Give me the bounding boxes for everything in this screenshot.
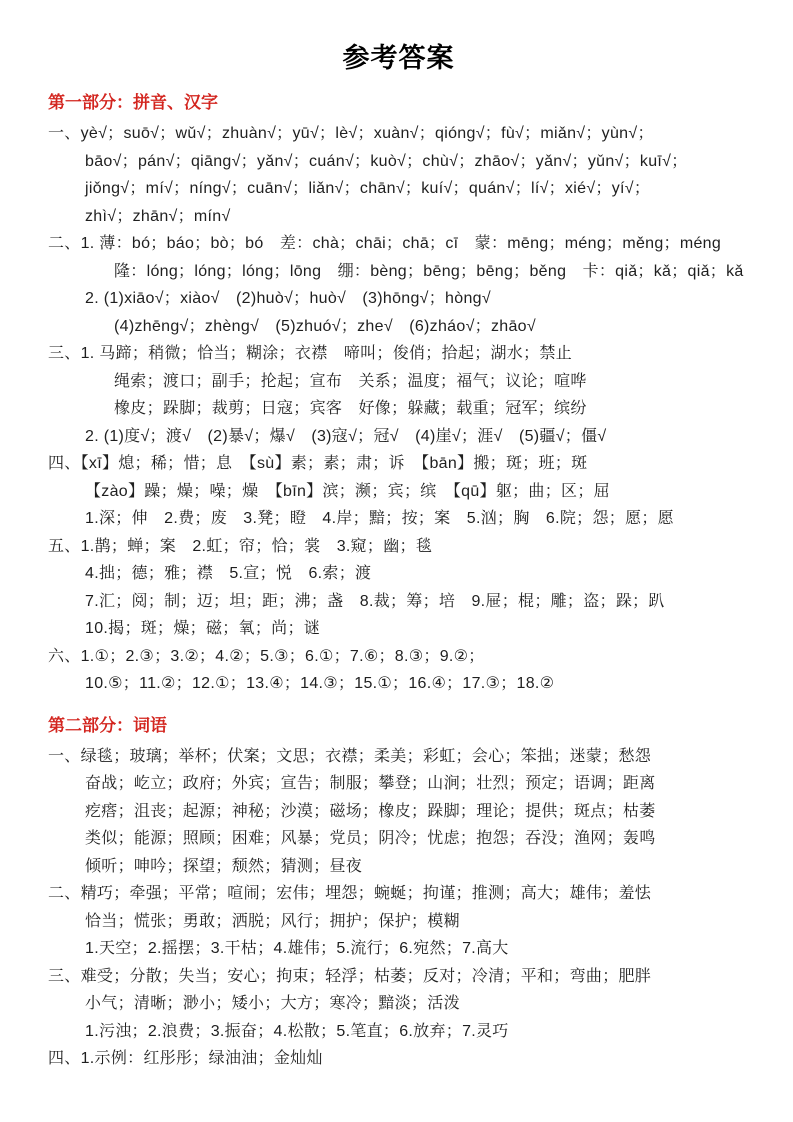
answer-line: 1.污浊；2.浪费；3.振奋；4.松散；5.笔直；6.放弃；7.灵巧 (85, 1022, 509, 1040)
answer-line: 二、1. 薄：bó；báo；bò；bó 差：chà；chāi；chā；cī 蒙：mēng；méng；měng；méng (48, 235, 722, 252)
answer-line: 小气；清晰；渺小；矮小；大方；寒冷；黯淡；活泼 (85, 995, 460, 1012)
answer-line: 一、绿毯；玻璃；举杯；伏案；文思；衣襟；柔美；彩虹；会心；笨拙；迷蒙；愁怨 (48, 747, 652, 765)
answer-line: 四、【xī】熄；稀；惜；息 【sù】素；素；肃；诉 【bān】搬；斑；班；斑 (48, 455, 588, 472)
section-heading: 第二部分：词语 (48, 715, 167, 735)
answer-line: (4)zhēng√；zhèng√ (5)zhuó√；zhe√ (6)zháo√；zhāo√ (114, 317, 536, 335)
answer-line: 4.拙；德；雅；襟 5.宣；悦 6.索；渡 (85, 565, 372, 582)
answer-line: 疙瘩；沮丧；起源；神秘；沙漠；磁场；橡皮；跺脚；理论；提供；斑点；枯萎 (85, 802, 656, 820)
answer-line: 2. (1)度√；渡√ (2)暴√；爆√ (3)寇√；冠√ (4)崖√；涯√ (5)疆√；僵√ (85, 427, 607, 445)
answer-line: 2. (1)xiāo√；xiào√ (2)huò√；huò√ (3)hōng√；hòng√ (85, 290, 491, 307)
answer-section (48, 88, 749, 698)
answer-line: 一、yè√；suō√；wǔ√；zhuàn√；yū√；lè√；xuàn√；qióng√；fù√；miǎn√；yùn√； (48, 125, 654, 142)
answer-line: 【zào】躁；燥；噪；燥 【bīn】滨；濒；宾；缤 【qū】躯；曲；区；屈 (85, 482, 610, 500)
answer-line: jiǒng√；mí√；níng√；cuān√；liǎn√；chān√；kuí√；quán√；lí√；xié√；yí√； (85, 180, 651, 197)
section-lines (48, 120, 749, 698)
answer-line: 恰当；慌张；勇敢；洒脱；风行；拥护；保护；模糊 (85, 912, 460, 930)
answer-line: 类似；能源；照顾；困难；风暴；党员；阴冷；忧虑；抱怨；吞没；渔网；轰鸣 (85, 830, 656, 847)
answer-line: bāo√；pán√；qiāng√；yǎn√；cuán√；kuò√；chù√；zhāo√；yǎn√；yǔn√；kuī√； (85, 152, 688, 170)
answer-line: 10.⑤；11.②；12.①；13.④；14.③；15.①；16.④；17.③；18.② (85, 675, 555, 692)
answer-line: 1.深；伸 2.费；废 3.凳；瞪 4.岸；黯；按；案 5.汹；胸 6.院；怨；愿；愿 (85, 510, 674, 527)
answer-section (48, 711, 749, 1073)
answer-line: 7.汇；阅；制；迈；坦；距；沸；盏 8.裁；筹；培 9.屉；棍；雕；盗；跺；趴 (85, 592, 665, 610)
answer-sections (48, 88, 749, 1073)
page-title: 参考答案 (342, 43, 455, 73)
answer-line: 三、难受；分散；失当；安心；拘束；轻浮；枯萎；反对；冷清；平和；弯曲；肥胖 (48, 967, 652, 985)
answer-line: zhì√；zhān√；mín√ (85, 207, 231, 225)
section-heading: 第一部分：拼音、汉字 (48, 93, 218, 112)
answer-line: 橡皮；跺脚；裁剪；日寇；宾客 好像；躲藏；载重；冠军；缤纷 (114, 400, 587, 417)
answer-line: 四、1.示例：红彤彤；绿油油；金灿灿 (48, 1050, 323, 1067)
answer-line: 倾听；呻吟；探望；颓然；猜测；昼夜 (85, 857, 363, 875)
answer-line: 绳索；渡口；副手；抡起；宣布 关系；温度；福气；议论；喧哗 (114, 372, 587, 390)
answer-line: 二、精巧；牵强；平常；喧闹；宏伟；埋怨；蜿蜒；拘谨；推测；高大；雄伟；羞怯 (48, 885, 652, 902)
answer-line: 六、1.①；2.③；3.②；4.②；5.③；6.①；7.⑥；8.③；9.②； (48, 647, 485, 665)
answer-line: 10.揭；斑；燥；磁；氧；尚；谜 (85, 620, 321, 637)
answer-line: 1.天空；2.摇摆；3.干枯；4.雄伟；5.流行；6.宛然；7.高大 (85, 940, 509, 957)
section-lines (48, 743, 749, 1073)
answer-line: 三、1. 马蹄；稍微；恰当；糊涂；衣襟 啼叫；俊俏；拾起；湖水；禁止 (48, 345, 572, 362)
answer-line: 奋战；屹立；政府；外宾；宣告；制服；攀登；山涧；壮烈；预定；语调；距离 (85, 775, 656, 792)
answer-line: 五、1.鹊；蝉；案 2.虹；帘；恰；裳 3.窥；幽；毯 (48, 537, 433, 555)
answer-line: 隆：lóng；lóng；lóng；lōng 绷：bèng；bēng；bēng；běng 卡：qiǎ；kǎ；qiǎ；kǎ (114, 262, 744, 280)
